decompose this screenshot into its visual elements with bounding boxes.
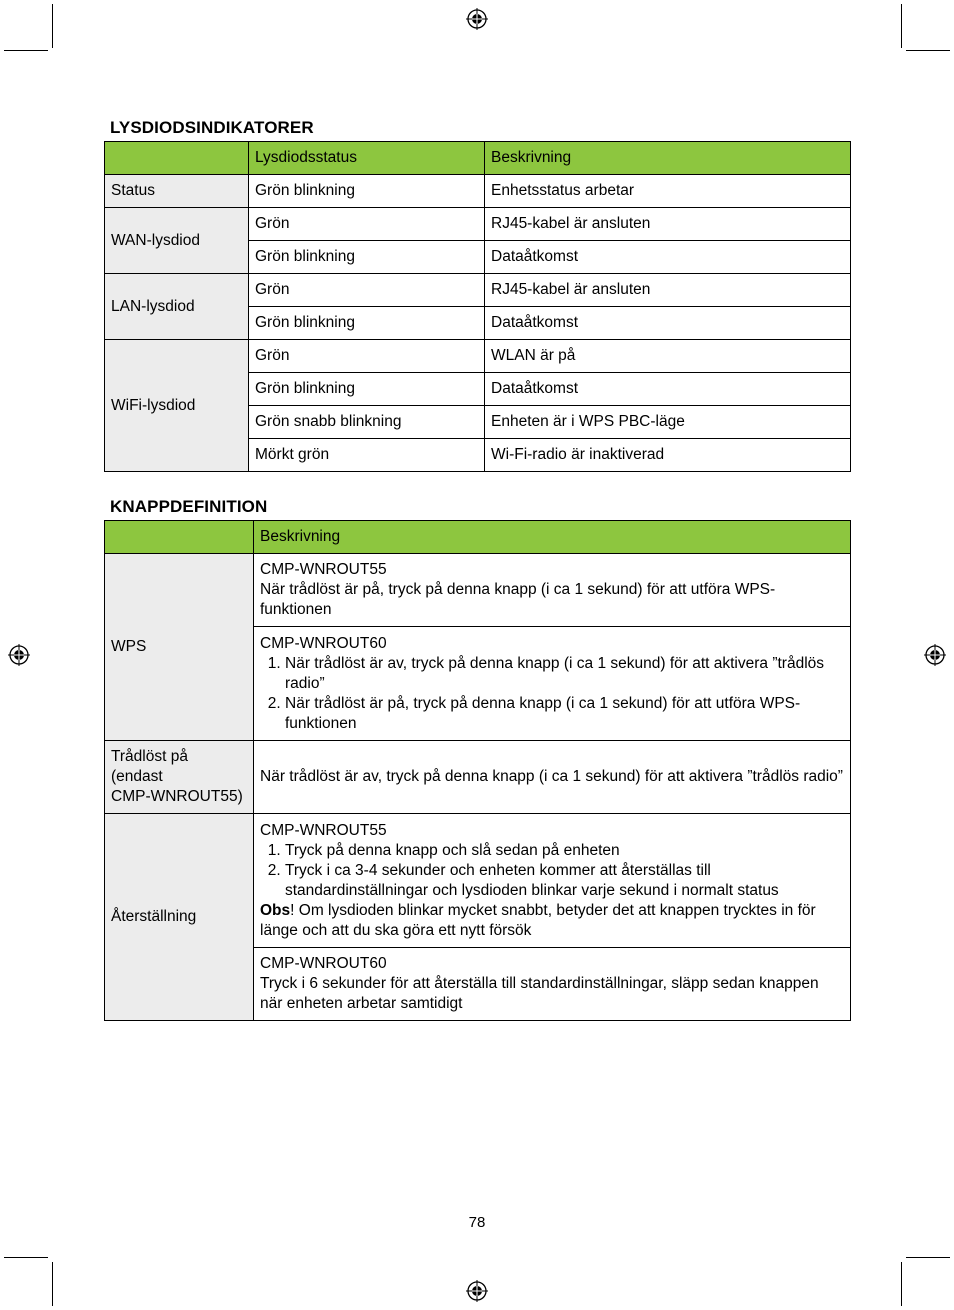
- row-label: [105, 741, 254, 814]
- table-row: [105, 340, 851, 373]
- description-cell: När trådlöst är av, tryck på denna knapp (i ca 1 sekund) för att aktivera ”trådlös radio”: [254, 741, 851, 814]
- description-cell: WLAN är på: [485, 340, 851, 373]
- note: [260, 901, 844, 941]
- status-cell: Grön blinkning: [249, 373, 485, 406]
- status-cell: Mörkt grön: [249, 439, 485, 472]
- label-line: CMP-WNROUT55): [111, 788, 243, 805]
- header-cell: [105, 142, 249, 175]
- table-row: [105, 741, 851, 814]
- note-label: Obs: [260, 901, 291, 919]
- crop-mark: [4, 1257, 48, 1258]
- description-cell: Enhetsstatus arbetar: [485, 175, 851, 208]
- status-cell: Grön: [249, 208, 485, 241]
- header-cell: Beskrivning: [254, 521, 851, 554]
- description-cell: Dataåtkomst: [485, 373, 851, 406]
- list-item: 1. När trådlöst är av, tryck på denna knapp (i ca 1 sekund) för att aktivera ”trådlös radio”: [285, 654, 844, 694]
- crop-mark: [906, 1257, 950, 1258]
- table-header-row: [105, 142, 851, 175]
- status-cell: Grön blinkning: [249, 241, 485, 274]
- list-item: 2. Tryck i ca 3-4 sekunder och enheten kommer att återställas till standardinställningar och lysdioden blinkar varje sekund i normalt status: [285, 861, 844, 901]
- status-cell: Grön snabb blinkning: [249, 406, 485, 439]
- row-label: WAN-lysdiod: [105, 208, 249, 274]
- description-cell: [254, 814, 851, 948]
- row-label: LAN-lysdiod: [105, 274, 249, 340]
- crop-mark: [901, 1262, 902, 1306]
- label-line: (endast: [111, 768, 163, 785]
- registration-mark-icon: [466, 1280, 488, 1302]
- status-cell: Grön blinkning: [249, 307, 485, 340]
- description-cell: [254, 554, 851, 627]
- crop-mark: [906, 50, 950, 51]
- model-name: CMP-WNROUT55: [260, 561, 387, 578]
- table-header-row: [105, 521, 851, 554]
- status-cell: Grön: [249, 274, 485, 307]
- description-cell: Enheten är i WPS PBC-läge: [485, 406, 851, 439]
- crop-mark: [901, 4, 902, 48]
- crop-mark: [4, 50, 48, 51]
- table-row: [105, 208, 851, 241]
- description-cell: Dataåtkomst: [485, 307, 851, 340]
- list-item: 1. Tryck på denna knapp och slå sedan på enheten: [285, 841, 844, 861]
- button-table: [104, 520, 851, 1021]
- row-label: WiFi-lysdiod: [105, 340, 249, 472]
- led-table: [104, 141, 851, 472]
- registration-mark-icon: [8, 644, 30, 666]
- led-section-title: LYSDIODSINDIKATORER: [110, 118, 314, 137]
- header-cell: Lysdiodsstatus: [249, 142, 485, 175]
- header-cell: Beskrivning: [485, 142, 851, 175]
- table-row: [105, 554, 851, 627]
- crop-mark: [52, 1262, 53, 1306]
- crop-mark: [52, 4, 53, 48]
- description-cell: [254, 948, 851, 1021]
- header-cell: [105, 521, 254, 554]
- table-row: [105, 814, 851, 948]
- description-cell: [254, 627, 851, 741]
- note-text: ! Om lysdioden blinkar mycket snabbt, betyder det att knappen trycktes in för länge och att du ska göra ett nytt försök: [260, 901, 816, 939]
- label-line: Trådlöst på: [111, 748, 188, 765]
- button-section-title: KNAPPDEFINITION: [110, 497, 268, 516]
- registration-mark-icon: [466, 8, 488, 30]
- table-row: [105, 175, 851, 208]
- model-name: CMP-WNROUT60: [260, 955, 387, 972]
- status-cell: Grön: [249, 340, 485, 373]
- description-cell: Wi-Fi-radio är inaktiverad: [485, 439, 851, 472]
- row-label: Återställning: [105, 814, 254, 1021]
- description-text: När trådlöst är på, tryck på denna knapp (i ca 1 sekund) för att utföra WPS-funktionen: [260, 581, 776, 618]
- model-name: CMP-WNROUT55: [260, 821, 387, 839]
- row-label: WPS: [105, 554, 254, 741]
- registration-mark-icon: [924, 644, 946, 666]
- status-cell: Grön blinkning: [249, 175, 485, 208]
- description-text: Tryck i 6 sekunder för att återställa till standardinställningar, släpp sedan knappen när enheten arbetar samtidigt: [260, 975, 819, 1012]
- model-name: CMP-WNROUT60: [260, 634, 387, 652]
- list-item: 2. När trådlöst är på, tryck på denna knapp (i ca 1 sekund) för att utföra WPS-funktionen: [285, 694, 844, 734]
- instruction-list: [260, 841, 844, 901]
- description-cell: RJ45-kabel är ansluten: [485, 274, 851, 307]
- page-number: 78: [468, 1214, 486, 1231]
- description-cell: Dataåtkomst: [485, 241, 851, 274]
- description-cell: RJ45-kabel är ansluten: [485, 208, 851, 241]
- instruction-list: [260, 654, 844, 734]
- table-row: [105, 274, 851, 307]
- row-label: Status: [105, 175, 249, 208]
